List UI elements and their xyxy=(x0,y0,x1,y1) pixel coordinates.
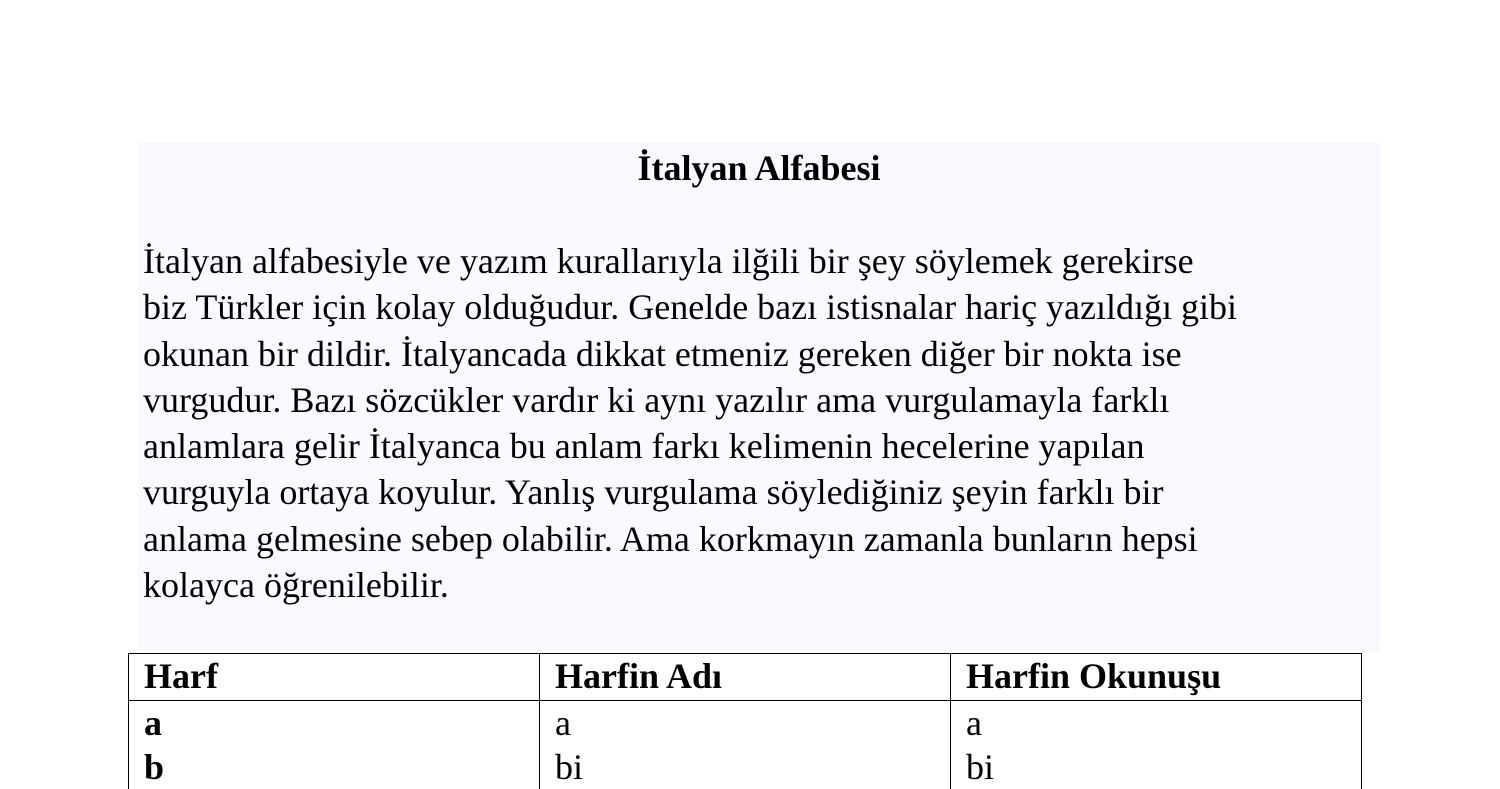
cell-pronunciation: a xyxy=(951,701,1362,746)
intro-line: biz Türkler için kolay olduğudur. Genelde bazı istisnalar hariç yazıldığı gibi xyxy=(143,284,1383,330)
intro-line: vurgudur. Bazı sözcükler vardır ki aynı yazılır ama vurgulamayla farklı xyxy=(143,377,1383,423)
table-body xyxy=(129,701,1362,789)
intro-line: anlamlara gelir İtalyanca bu anlam farkı kelimenin hecelerine yapılan xyxy=(143,423,1383,469)
intro-line: İtalyan alfabesiyle ve yazım kurallarıyla ilğili bir şey söylemek gerekirse xyxy=(143,238,1383,284)
intro-line: okunan bir dildir. İtalyancada dikkat etmeniz gereken diğer bir nokta ise xyxy=(143,331,1383,377)
intro-line: kolayca öğrenilebilir. xyxy=(143,562,1383,608)
table-row xyxy=(129,701,1362,746)
intro-line: vurguyla ortaya koyulur. Yanlış vurgulama söylediğiniz şeyin farklı bir xyxy=(143,469,1383,515)
cell-letter: a xyxy=(129,701,540,746)
column-header-pronunciation: Harfin Okunuşu xyxy=(951,654,1362,701)
cell-letter-name: bi xyxy=(540,745,951,789)
alphabet-table xyxy=(128,653,1362,789)
column-header-letter: Harf xyxy=(129,654,540,701)
table-row xyxy=(129,745,1362,789)
column-header-letter-name: Harfin Adı xyxy=(540,654,951,701)
table-header xyxy=(129,654,1362,701)
cell-letter: b xyxy=(129,745,540,789)
cell-letter-name: a xyxy=(540,701,951,746)
page-title: İtalyan Alfabesi xyxy=(138,146,1380,190)
intro-paragraph xyxy=(143,238,1383,608)
table-header-row xyxy=(129,654,1362,701)
intro-line: anlama gelmesine sebep olabilir. Ama korkmayın zamanla bunların hepsi xyxy=(143,516,1383,562)
cell-pronunciation: bi xyxy=(951,745,1362,789)
